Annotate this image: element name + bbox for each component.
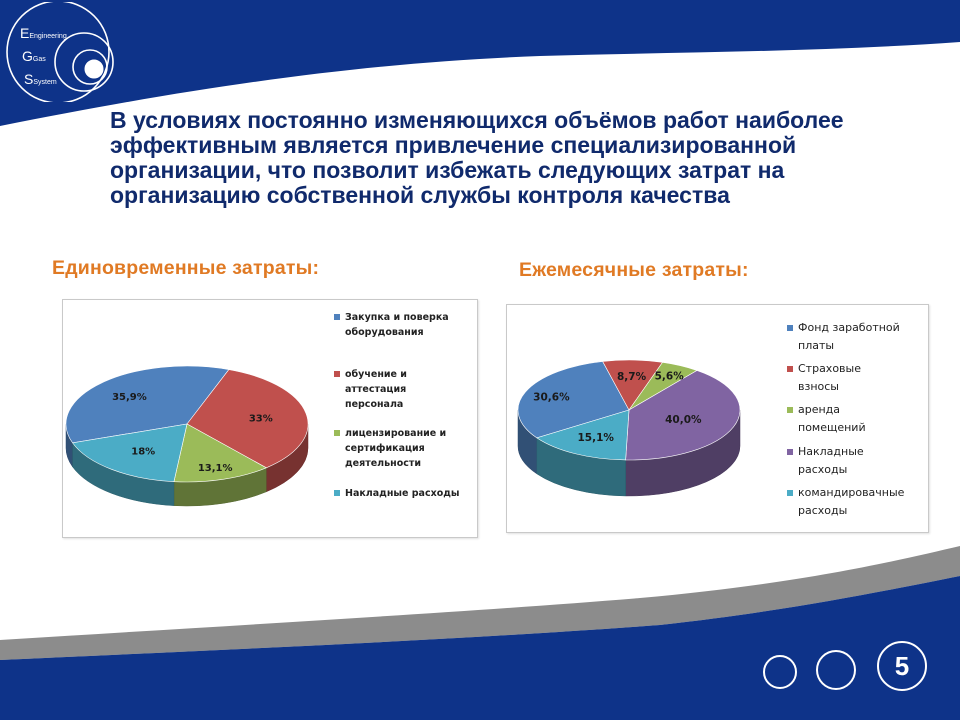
monthly-costs-chart	[506, 304, 929, 533]
data-label-3: 18%	[131, 446, 156, 458]
logo-line1: Engineering	[29, 33, 67, 40]
svg-text:SSystem: SSystem	[24, 71, 57, 87]
legend-swatch-0	[787, 325, 793, 331]
legend-entry-4: командировачные расходы	[798, 486, 905, 517]
egs-logo	[2, 2, 120, 102]
one-time-costs-title: Единовременные затраты:	[52, 257, 320, 279]
legend-entry-2: аренда помещений	[798, 403, 866, 434]
nav-circle-2	[816, 650, 856, 690]
legend-entry-1: Страховые взносы	[798, 362, 861, 393]
legend-entry-3: Накладные расходы	[798, 445, 864, 476]
data-label-3: 40,0%	[665, 413, 702, 426]
data-label-2: 13,1%	[197, 463, 233, 475]
legend-entry-1: обучение и аттестация персонала	[345, 369, 407, 410]
one-time-costs-pie	[63, 300, 477, 537]
svg-text:EEngineering: EEngineering	[20, 25, 67, 41]
one-time-costs-chart	[62, 299, 478, 538]
legend-entry-2: лицензирование и сертификация деятельности	[345, 428, 447, 469]
legend-swatch-4	[787, 490, 793, 496]
data-label-4: 15,1%	[577, 432, 614, 445]
data-label-2: 5,6%	[654, 370, 684, 383]
legend-swatch-0	[334, 314, 340, 320]
data-label-0: 30,6%	[533, 391, 570, 404]
logo-line3: System	[33, 79, 57, 86]
slide-heading: В условиях постоянно изменяющихся объёмов работ наиболее эффективным является привлечение специализированной организации, что позволит избежать следующих затрат на организацию собственной службы контроля качества	[110, 107, 844, 208]
chart-legend	[334, 312, 460, 499]
legend-swatch-1	[334, 371, 340, 377]
monthly-costs-pie	[507, 305, 928, 532]
legend-swatch-3	[334, 490, 340, 496]
data-label-1: 8,7%	[616, 371, 647, 384]
chart-legend	[787, 321, 905, 517]
slide-number: 5	[877, 641, 927, 691]
svg-text:GGas: GGas	[22, 48, 46, 64]
data-label-1: 33%	[248, 413, 273, 425]
nav-circle-1	[763, 655, 797, 689]
legend-swatch-3	[787, 449, 793, 455]
legend-swatch-2	[787, 407, 793, 413]
logo-line2: Gas	[32, 56, 46, 63]
legend-swatch-1	[787, 366, 793, 372]
legend-entry-0: Закупка и поверка оборудования	[345, 312, 449, 338]
legend-entry-0: Фонд заработной платы	[798, 321, 900, 352]
legend-swatch-2	[334, 430, 340, 436]
legend-entry-3: Накладные расходы	[345, 488, 460, 499]
data-label-0: 35,9%	[112, 391, 147, 403]
monthly-costs-title: Ежемесячные затраты:	[519, 259, 749, 281]
